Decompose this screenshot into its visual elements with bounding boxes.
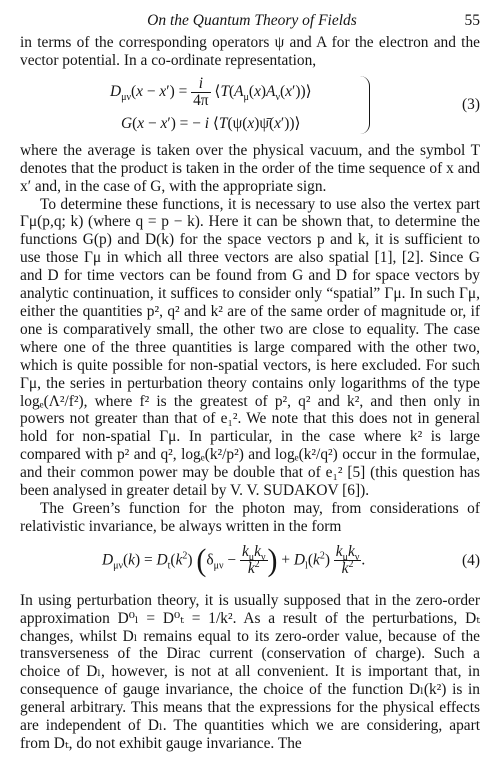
equation-4-body: $D_{\mu\nu}(k) = D_t(k^2) (\delta_{\mu\nu}$ − $\frac{k_\mu k_\nu}{k^2}$ ) + $D_l(k^2)$ $\frac{k_\mu k_\nu}{k^2}$ .: [102, 542, 366, 578]
equation-3-line-1: $D_{\mu\nu}(x - x')$ = $\frac{i}{4\pi}$ $⟨T(A_\mu(x)A_\nu(x'))⟩$: [110, 74, 312, 109]
running-title: On the Quantum Theory of Fields: [147, 12, 357, 29]
equation-3-line-2: G(x − x′) = − i ⟨T(ψ(x)ψ̄(x′))⟩: [121, 114, 301, 132]
equation-3: [20, 74, 480, 140]
equation-number-3: (3): [462, 95, 480, 113]
paragraph-operators: in terms of the corresponding operators ψ and A for the electron and the vector potential. In a co-ordinate representation,: [20, 34, 480, 69]
paragraph-vacuum: where the average is taken over the physical vacuum, and the symbol T denotes that the product is taken in the order of the time sequence of x and x′ and, in the case of G, with the appropriate sign.: [20, 141, 480, 195]
paragraph-vertex-part: To determine these functions, it is necessary to use also the vertex part Γμ(p,q; k) (where q = p − k). Here it can be shown that, to determine the functions G(p) and D(k) for the space vectors p and k, it is sufficient to use those Γμ in which all three vectors are also spatial [1], [2]. Since G and D for time vectors can be found from G and D for space vectors by analytic continuation, it suffices to consider only “spatial” Γμ. In such Γμ, either the quantities p², q² and k² are of the same order of magnitude or, if one is comparatively small, the other two are close to equality. The case where one of the three quantities is large compared with the other two, which is quite possible for non-spatial vectors, is here excluded. For such Γμ, the series in perturbation theory contains only logarithms of the type logₑ(Λ²/f²), where f² is the greatest of p², q² and k², and then only in powers not greater than that of e₁². We note that this does not in general hold for non-spatial Γμ. In particular, in the case where k² is large compared with p² and q², logₑ(k²/p²) and logₑ(k²/q²) occur in the formulae, and their common power may be double that of e₁² [5] (this question has been analysed in greater detail by V. V. SUDAKOV [6]).: [20, 195, 480, 500]
page-number: 55: [464, 12, 480, 29]
paragraph-perturbation: In using perturbation theory, it is usually supposed that in the zero-order approximation D⁰ₗ = D⁰ₜ = 1/k². As a result of the perturbations, Dₜ changes, whilst Dₗ remains equal to its zero-order value, because of the transverseness of the Dirac current (conservation of charge). Such a choice of Dₗ, however, is not at all convenient. It is important that, in consequence of gauge invariance, the choice of the function Dₗ(k²) is in general arbitrary. This means that the expressions for the physical effects are independent of Dₗ. The quantities which we are considering, apart from Dₜ, do not exhibit gauge invariance. The: [20, 591, 480, 752]
equation-4: [20, 538, 480, 588]
equation-number-4: (4): [462, 551, 480, 569]
right-brace: [360, 76, 370, 134]
running-header: [20, 12, 480, 34]
paragraph-greens-function: The Green’s function for the photon may, from considerations of relativistic invariance, be always written in the form: [20, 499, 480, 535]
